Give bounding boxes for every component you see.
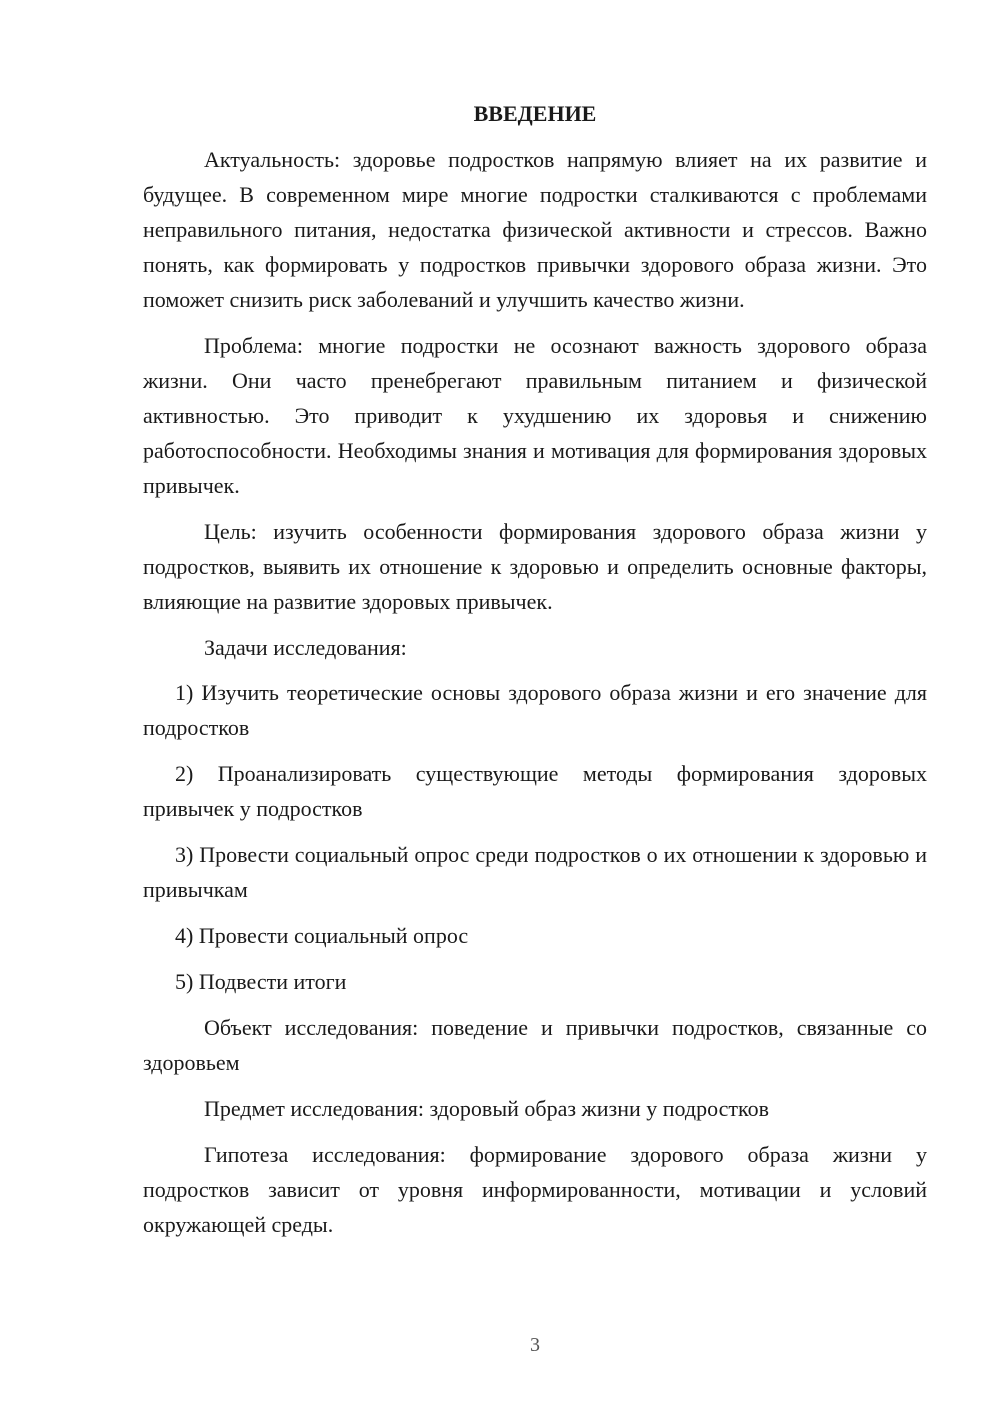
problem-paragraph: Проблема: многие подростки не осознают важность здорового образа жизни. Они часто пренебрегают правильным питанием и физической активностью. Это приводит к ухудшению их здоровья и снижению работоспособности. Необходимы знания и мотивация для формирования здоровых привычек. [143, 333, 927, 498]
relevance-paragraph: Актуальность: здоровье подростков напрямую влияет на их развитие и будущее. В современном мире многие подростки сталкиваются с проблемами неправильного питания, недостатка физической активности и стрессов. Важно понять, как формировать у подростков привычки здорового образа жизни. Это поможет снизить риск заболеваний и улучшить качество жизни. [143, 147, 927, 312]
subject-paragraph: Предмет исследования: здоровый образ жизни у подростков [204, 1096, 769, 1121]
task-item-5: 5) Подвести итоги [175, 969, 347, 994]
hypothesis-paragraph: Гипотеза исследования: формирование здорового образа жизни у подростков зависит от уровня информированности, мотивации и условий окружающей среды. [143, 1142, 927, 1237]
tasks-heading: Задачи исследования: [204, 635, 407, 660]
task-item-3: 3) Провести социальный опрос среди подростков о их отношении к здоровью и привычкам [143, 842, 927, 902]
goal-paragraph: Цель: изучить особенности формирования здорового образа жизни у подростков, выявить их отношение к здоровью и определить основные факторы, влияющие на развитие здоровых привычек. [143, 519, 927, 614]
task-item-2: 2) Проанализировать существующие методы формирования здоровых привычек у подростков [143, 761, 927, 821]
document-body [143, 96, 927, 1253]
object-paragraph: Объект исследования: поведение и привычки подростков, связанные со здоровьем [143, 1015, 927, 1075]
section-title: ВВЕДЕНИЕ [473, 101, 597, 126]
task-item-4: 4) Провести социальный опрос [175, 923, 469, 948]
task-item-1: 1) Изучить теоретические основы здорового образа жизни и его значение для подростков [143, 680, 927, 740]
page-number: 3 [530, 1334, 540, 1356]
